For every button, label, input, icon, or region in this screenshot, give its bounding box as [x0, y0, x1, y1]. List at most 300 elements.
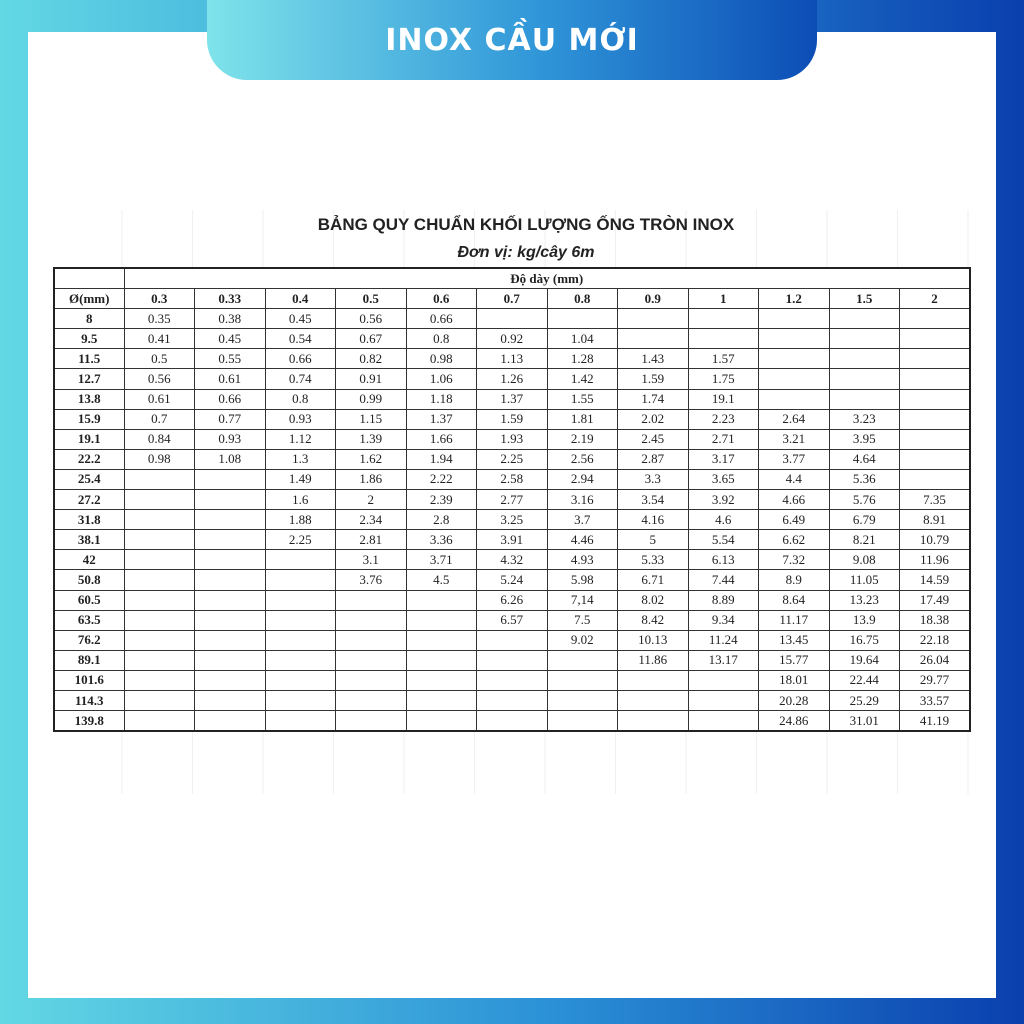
weight-cell — [124, 550, 195, 570]
diameter-cell: 13.8 — [54, 389, 124, 409]
weight-cell: 5.36 — [829, 469, 900, 489]
weight-cell: 2.02 — [618, 409, 689, 429]
weight-cell: 3.25 — [477, 510, 548, 530]
weight-cell — [618, 309, 689, 329]
table-row — [54, 329, 970, 349]
weight-cell: 3.71 — [406, 550, 477, 570]
weight-cell: 13.17 — [688, 650, 759, 670]
table-row — [54, 349, 970, 369]
brand-banner — [207, 0, 817, 80]
weight-cell — [195, 690, 266, 710]
weight-cell: 33.57 — [900, 690, 971, 710]
weight-cell — [406, 711, 477, 732]
weight-cell — [406, 650, 477, 670]
weight-cell: 1.88 — [265, 510, 336, 530]
weight-cell: 20.28 — [759, 690, 830, 710]
weight-cell: 1.81 — [547, 409, 618, 429]
weight-cell: 2.87 — [618, 449, 689, 469]
weight-cell — [195, 490, 266, 510]
thickness-column-header: 0.33 — [195, 289, 266, 309]
diameter-cell: 63.5 — [54, 610, 124, 630]
thickness-column-header: 1.5 — [829, 289, 900, 309]
table-title: BẢNG QUY CHUẨN KHỐI LƯỢNG ỐNG TRÒN INOX — [317, 215, 735, 234]
weight-cell: 5.76 — [829, 490, 900, 510]
weight-cell: 11.24 — [688, 630, 759, 650]
weight-cell: 0.56 — [124, 369, 195, 389]
weight-cell: 1.57 — [688, 349, 759, 369]
weight-cell: 0.8 — [265, 389, 336, 409]
weight-cell — [618, 329, 689, 349]
weight-cell: 11.05 — [829, 570, 900, 590]
weight-cell: 0.38 — [195, 309, 266, 329]
weight-cell: 2.25 — [265, 530, 336, 550]
weight-cell: 1.62 — [336, 449, 407, 469]
weight-cell — [195, 570, 266, 590]
weight-cell — [265, 630, 336, 650]
weight-cell: 3.1 — [336, 550, 407, 570]
weight-cell: 1.55 — [547, 389, 618, 409]
weight-cell: 0.61 — [195, 369, 266, 389]
weight-cell — [195, 711, 266, 732]
weight-cell: 6.62 — [759, 530, 830, 550]
weight-cell — [618, 711, 689, 732]
weight-cell: 7.35 — [900, 490, 971, 510]
table-row — [54, 690, 970, 710]
thickness-header-row — [54, 268, 970, 289]
weight-cell: 3.95 — [829, 429, 900, 449]
weight-cell — [829, 369, 900, 389]
weight-cell — [900, 369, 971, 389]
diameter-cell: 114.3 — [54, 690, 124, 710]
weight-cell: 10.79 — [900, 530, 971, 550]
weight-cell: 0.56 — [336, 309, 407, 329]
weight-cell: 1.37 — [477, 389, 548, 409]
weight-cell: 1.74 — [618, 389, 689, 409]
weight-cell: 1.28 — [547, 349, 618, 369]
weight-cell: 1.75 — [688, 369, 759, 389]
weight-cell: 8.02 — [618, 590, 689, 610]
weight-cell: 17.49 — [900, 590, 971, 610]
weight-cell: 4.93 — [547, 550, 618, 570]
table-unit: Đơn vị: kg/cây 6m — [457, 244, 595, 261]
table-row — [54, 490, 970, 510]
weight-cell: 0.66 — [406, 309, 477, 329]
weight-cell: 0.74 — [265, 369, 336, 389]
brand-title: INOX CẦU MỚI — [385, 22, 639, 58]
weight-cell: 25.29 — [829, 690, 900, 710]
weight-cell: 1.08 — [195, 449, 266, 469]
weight-cell: 2 — [336, 490, 407, 510]
weight-cell — [618, 690, 689, 710]
table-row — [54, 449, 970, 469]
diameter-cell: 8 — [54, 309, 124, 329]
weight-cell: 19.1 — [688, 389, 759, 409]
weight-cell: 1.6 — [265, 490, 336, 510]
weight-cell — [406, 590, 477, 610]
weight-cell: 5.24 — [477, 570, 548, 590]
weight-cell — [900, 469, 971, 489]
weight-cell: 6.26 — [477, 590, 548, 610]
weight-cell: 11.96 — [900, 550, 971, 570]
weight-cell: 1.04 — [547, 329, 618, 349]
weight-cell — [265, 550, 336, 570]
weight-cell: 3.17 — [688, 449, 759, 469]
diameter-cell: 31.8 — [54, 510, 124, 530]
column-header-row — [54, 289, 970, 309]
weight-cell: 7.5 — [547, 610, 618, 630]
table-row — [54, 429, 970, 449]
content-card — [28, 32, 996, 998]
weight-cell: 3.54 — [618, 490, 689, 510]
weight-cell: 0.98 — [406, 349, 477, 369]
weight-cell: 6.71 — [618, 570, 689, 590]
weight-cell: 2.45 — [618, 429, 689, 449]
weight-cell: 0.7 — [124, 409, 195, 429]
weight-cell: 3.77 — [759, 449, 830, 469]
weight-cell — [124, 711, 195, 732]
weight-cell: 22.18 — [900, 630, 971, 650]
weight-cell: 0.77 — [195, 409, 266, 429]
weight-cell — [124, 650, 195, 670]
weight-cell: 3.21 — [759, 429, 830, 449]
weight-cell: 1.49 — [265, 469, 336, 489]
weight-cell: 1.86 — [336, 469, 407, 489]
weight-cell: 2.58 — [477, 469, 548, 489]
weight-cell — [336, 590, 407, 610]
weight-cell — [265, 711, 336, 732]
spreadsheet-area — [52, 210, 1000, 794]
weight-cell: 4.5 — [406, 570, 477, 590]
weight-cell: 8.89 — [688, 590, 759, 610]
thickness-column-header: 0.6 — [406, 289, 477, 309]
weight-cell: 6.79 — [829, 510, 900, 530]
weight-cell — [406, 630, 477, 650]
weight-cell — [547, 670, 618, 690]
weight-cell: 0.66 — [265, 349, 336, 369]
corner-cell — [54, 268, 124, 289]
weight-cell: 3.3 — [618, 469, 689, 489]
thickness-column-header: 0.4 — [265, 289, 336, 309]
thickness-column-header: 2 — [900, 289, 971, 309]
weight-cell — [195, 630, 266, 650]
weight-cell: 6.49 — [759, 510, 830, 530]
weight-cell: 0.82 — [336, 349, 407, 369]
weight-cell: 3.7 — [547, 510, 618, 530]
weight-cell — [900, 409, 971, 429]
weight-cell — [124, 590, 195, 610]
weight-cell — [900, 389, 971, 409]
weight-cell — [547, 711, 618, 732]
table-row — [54, 630, 970, 650]
weight-cell — [124, 670, 195, 690]
weight-cell — [336, 630, 407, 650]
weight-cell — [124, 469, 195, 489]
weight-cell: 4.46 — [547, 530, 618, 550]
weight-cell: 2.71 — [688, 429, 759, 449]
weight-cell — [688, 329, 759, 349]
weight-cell: 7.32 — [759, 550, 830, 570]
weight-cell: 2.34 — [336, 510, 407, 530]
weight-cell: 14.59 — [900, 570, 971, 590]
weight-cell — [759, 329, 830, 349]
weight-cell — [265, 670, 336, 690]
weight-cell: 2.81 — [336, 530, 407, 550]
diameter-cell: 139.8 — [54, 711, 124, 732]
weight-cell: 0.92 — [477, 329, 548, 349]
diameter-cell: 25.4 — [54, 469, 124, 489]
table-row — [54, 409, 970, 429]
weight-cell: 13.9 — [829, 610, 900, 630]
weight-cell — [759, 349, 830, 369]
thickness-column-header: 1.2 — [759, 289, 830, 309]
weight-cell: 2.39 — [406, 490, 477, 510]
diameter-cell: 60.5 — [54, 590, 124, 610]
weight-cell — [336, 690, 407, 710]
table-row — [54, 550, 970, 570]
weight-cell: 10.13 — [618, 630, 689, 650]
weight-cell: 5 — [618, 530, 689, 550]
weight-cell — [900, 349, 971, 369]
weight-cell: 31.01 — [829, 711, 900, 732]
weight-cell — [547, 690, 618, 710]
thickness-column-header: 0.9 — [618, 289, 689, 309]
weight-cell — [477, 309, 548, 329]
weight-cell — [406, 690, 477, 710]
table-row — [54, 510, 970, 530]
diameter-cell: 15.9 — [54, 409, 124, 429]
weight-cell — [195, 550, 266, 570]
diameter-cell: 101.6 — [54, 670, 124, 690]
weight-cell: 1.06 — [406, 369, 477, 389]
weight-cell — [195, 469, 266, 489]
weight-cell: 8.91 — [900, 510, 971, 530]
weight-cell: 3.92 — [688, 490, 759, 510]
weight-cell — [336, 711, 407, 732]
weight-cell: 1.94 — [406, 449, 477, 469]
weight-cell — [900, 429, 971, 449]
weight-cell: 1.12 — [265, 429, 336, 449]
weight-cell: 4.6 — [688, 510, 759, 530]
weight-cell — [547, 650, 618, 670]
table-row — [54, 309, 970, 329]
weight-cell — [124, 690, 195, 710]
weight-cell: 2.25 — [477, 449, 548, 469]
weight-cell: 1.13 — [477, 349, 548, 369]
weight-cell: 29.77 — [900, 670, 971, 690]
table-row — [54, 469, 970, 489]
weight-table — [53, 267, 971, 732]
weight-cell — [618, 670, 689, 690]
weight-cell: 0.54 — [265, 329, 336, 349]
weight-cell — [829, 389, 900, 409]
weight-cell — [336, 670, 407, 690]
weight-cell: 11.86 — [618, 650, 689, 670]
weight-cell: 1.18 — [406, 389, 477, 409]
weight-cell: 1.66 — [406, 429, 477, 449]
weight-cell — [477, 670, 548, 690]
weight-cell — [265, 590, 336, 610]
weight-cell: 18.38 — [900, 610, 971, 630]
weight-cell: 0.91 — [336, 369, 407, 389]
weight-cell: 3.65 — [688, 469, 759, 489]
weight-cell: 3.91 — [477, 530, 548, 550]
weight-cell: 2.8 — [406, 510, 477, 530]
weight-cell — [265, 690, 336, 710]
thickness-column-header: 0.8 — [547, 289, 618, 309]
thickness-column-header: 0.5 — [336, 289, 407, 309]
weight-cell — [124, 530, 195, 550]
diameter-cell: 22.2 — [54, 449, 124, 469]
weight-cell: 2.64 — [759, 409, 830, 429]
weight-cell — [124, 630, 195, 650]
weight-cell: 8.42 — [618, 610, 689, 630]
weight-cell — [195, 590, 266, 610]
table-row — [54, 530, 970, 550]
diameter-cell: 89.1 — [54, 650, 124, 670]
weight-cell: 22.44 — [829, 670, 900, 690]
table-row — [54, 650, 970, 670]
weight-cell: 0.61 — [124, 389, 195, 409]
weight-cell — [477, 690, 548, 710]
weight-cell: 0.67 — [336, 329, 407, 349]
weight-cell: 2.77 — [477, 490, 548, 510]
diameter-cell: 42 — [54, 550, 124, 570]
weight-cell — [829, 329, 900, 349]
weight-cell — [195, 610, 266, 630]
weight-cell: 1.3 — [265, 449, 336, 469]
weight-cell — [406, 670, 477, 690]
diameter-cell: 38.1 — [54, 530, 124, 550]
weight-cell: 2.19 — [547, 429, 618, 449]
weight-cell: 8.64 — [759, 590, 830, 610]
weight-cell: 26.04 — [900, 650, 971, 670]
weight-cell: 0.8 — [406, 329, 477, 349]
weight-cell: 4.16 — [618, 510, 689, 530]
weight-cell: 6.57 — [477, 610, 548, 630]
diameter-cell: 11.5 — [54, 349, 124, 369]
table-title-row — [52, 210, 1000, 240]
table-unit-row — [52, 240, 1000, 266]
weight-cell: 1.59 — [618, 369, 689, 389]
weight-cell: 19.64 — [829, 650, 900, 670]
weight-cell: 0.93 — [265, 409, 336, 429]
weight-cell: 4.66 — [759, 490, 830, 510]
weight-cell: 1.59 — [477, 409, 548, 429]
weight-cell — [195, 650, 266, 670]
weight-cell: 2.56 — [547, 449, 618, 469]
weight-cell: 0.93 — [195, 429, 266, 449]
weight-cell — [195, 510, 266, 530]
table-row — [54, 711, 970, 732]
weight-cell — [195, 670, 266, 690]
weight-cell: 9.34 — [688, 610, 759, 630]
weight-cell: 2.94 — [547, 469, 618, 489]
weight-cell: 0.98 — [124, 449, 195, 469]
weight-cell — [265, 610, 336, 630]
weight-cell: 1.26 — [477, 369, 548, 389]
weight-cell — [547, 309, 618, 329]
weight-cell: 15.77 — [759, 650, 830, 670]
weight-cell — [477, 630, 548, 650]
weight-cell — [124, 490, 195, 510]
weight-cell — [688, 670, 759, 690]
weight-cell — [265, 570, 336, 590]
table-row — [54, 369, 970, 389]
table-body — [54, 309, 970, 731]
weight-cell: 0.35 — [124, 309, 195, 329]
weight-cell — [688, 309, 759, 329]
weight-cell — [477, 711, 548, 732]
weight-cell: 1.43 — [618, 349, 689, 369]
weight-cell — [829, 349, 900, 369]
weight-cell — [336, 610, 407, 630]
weight-cell: 1.42 — [547, 369, 618, 389]
weight-cell — [759, 309, 830, 329]
weight-cell: 0.55 — [195, 349, 266, 369]
weight-cell: 0.45 — [195, 329, 266, 349]
weight-cell: 2.23 — [688, 409, 759, 429]
weight-cell: 1.93 — [477, 429, 548, 449]
table-row — [54, 590, 970, 610]
thickness-column-header: 1 — [688, 289, 759, 309]
table-row — [54, 389, 970, 409]
weight-cell: 5.98 — [547, 570, 618, 590]
weight-cell: 7.44 — [688, 570, 759, 590]
weight-cell: 5.33 — [618, 550, 689, 570]
weight-cell — [406, 610, 477, 630]
weight-cell: 4.32 — [477, 550, 548, 570]
thickness-header: Độ dày (mm) — [124, 268, 970, 289]
weight-cell: 6.13 — [688, 550, 759, 570]
weight-cell: 4.64 — [829, 449, 900, 469]
weight-cell — [688, 711, 759, 732]
weight-cell: 1.37 — [406, 409, 477, 429]
weight-cell — [759, 389, 830, 409]
weight-cell: 0.84 — [124, 429, 195, 449]
weight-cell — [477, 650, 548, 670]
weight-cell: 16.75 — [829, 630, 900, 650]
table-row — [54, 670, 970, 690]
weight-cell — [336, 650, 407, 670]
diameter-cell: 9.5 — [54, 329, 124, 349]
weight-cell: 0.99 — [336, 389, 407, 409]
diameter-cell: 12.7 — [54, 369, 124, 389]
weight-cell: 9.08 — [829, 550, 900, 570]
weight-cell — [900, 449, 971, 469]
weight-cell: 5.54 — [688, 530, 759, 550]
weight-cell: 18.01 — [759, 670, 830, 690]
weight-cell: 2.22 — [406, 469, 477, 489]
diameter-cell: 50.8 — [54, 570, 124, 590]
weight-cell: 8.21 — [829, 530, 900, 550]
weight-cell — [195, 530, 266, 550]
weight-cell — [759, 369, 830, 389]
thickness-column-header: 0.7 — [477, 289, 548, 309]
weight-cell: 0.66 — [195, 389, 266, 409]
weight-cell: 24.86 — [759, 711, 830, 732]
weight-cell: 0.45 — [265, 309, 336, 329]
table-row — [54, 570, 970, 590]
weight-cell — [900, 309, 971, 329]
weight-cell: 7,14 — [547, 590, 618, 610]
weight-cell: 13.45 — [759, 630, 830, 650]
weight-cell — [124, 570, 195, 590]
thickness-column-header: 0.3 — [124, 289, 195, 309]
weight-cell: 0.41 — [124, 329, 195, 349]
table-row — [54, 610, 970, 630]
weight-cell: 4.4 — [759, 469, 830, 489]
weight-cell — [900, 329, 971, 349]
